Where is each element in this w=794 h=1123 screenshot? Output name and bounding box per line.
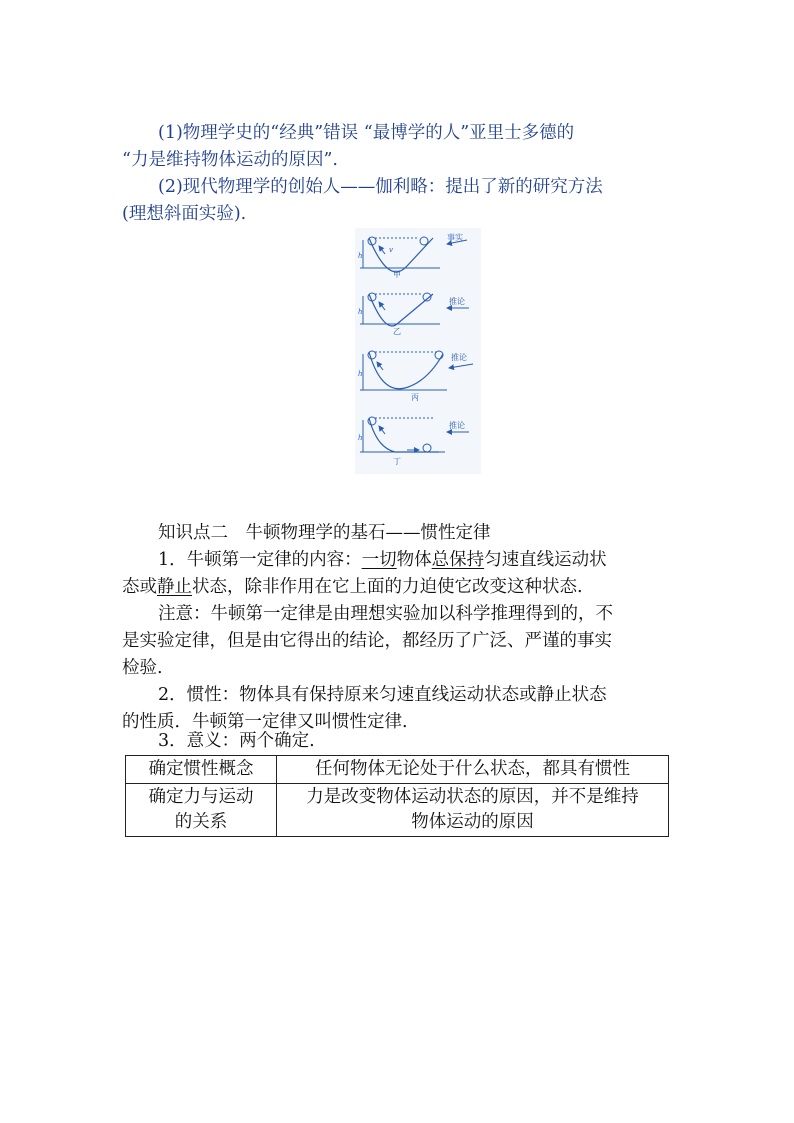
tag-arrow	[449, 364, 473, 368]
galileo-line-1: (2)现代物理学的创始人——伽利略：提出了新的研究方法	[158, 177, 603, 197]
ideal-incline-experiment-figure	[355, 228, 481, 474]
text-object: 物体	[396, 550, 432, 570]
table-cell-value	[277, 784, 669, 837]
tag-label: 推论	[451, 353, 467, 362]
track	[369, 352, 443, 389]
paragraph-classic-error	[122, 120, 674, 174]
caption: 丁	[393, 457, 401, 466]
panel-jia	[358, 232, 467, 279]
h-label: h	[358, 370, 363, 378]
paragraph-galileo	[122, 174, 674, 228]
velocity-arrow	[377, 362, 383, 370]
text-state-or: 态或	[122, 577, 157, 597]
tag-label: 推论	[449, 421, 465, 430]
first-law-line-1	[122, 547, 674, 574]
ball-end	[423, 444, 431, 452]
track	[369, 418, 439, 452]
significance-line: 3．意义：两个确定.	[158, 731, 315, 751]
classic-error-line-1: (1)物理学史的“经典”错误 “最博学的人”亚里士多德的	[158, 123, 575, 143]
classic-error-line-2: “力是维持物体运动的原因”.	[122, 150, 338, 170]
underlined-rest: 静止	[157, 577, 192, 597]
note-line-2: 是实验定律，但是由它得出的结论，都经历了广泛、严谨的事实	[122, 631, 612, 651]
panel-bing	[358, 351, 473, 402]
velocity-arrow	[379, 302, 385, 310]
significance-table	[125, 755, 669, 837]
caption: 乙	[393, 327, 401, 336]
underlined-all: 一切	[361, 550, 397, 570]
caption: 丙	[411, 393, 419, 402]
h-label: h	[358, 252, 363, 260]
table-cell-key	[126, 784, 277, 837]
h-label: h	[358, 308, 363, 316]
first-law-prefix: 1．牛顿第一定律的内容：	[158, 550, 362, 570]
table-value-line-1: 力是改变物体运动状态的原因，并不是维持	[306, 787, 639, 807]
velocity-arrow	[379, 246, 385, 254]
track	[369, 238, 433, 272]
velocity-arrow	[379, 426, 385, 434]
table-cell-value: 任何物体无论处于什么状态，都具有惯性	[277, 756, 669, 784]
incline-diagram	[355, 228, 481, 474]
caption: 甲	[393, 270, 401, 279]
tag-label: 推论	[449, 297, 465, 306]
inertia-line-1: 2．惯性：物体具有保持原来匀速直线运动状态或静止状态	[158, 685, 607, 705]
section-heading	[122, 520, 674, 547]
table-key-line-1: 确定力与运动	[148, 787, 254, 807]
panel-ding	[358, 417, 469, 466]
table-key-line-2: 的关系	[174, 812, 228, 832]
ball-end	[420, 237, 428, 245]
table-value-line-2: 物体运动的原因	[411, 812, 534, 832]
knowledge-point-title: 知识点二 牛顿物理学的基石——惯性定律	[158, 523, 491, 543]
table-cell-key: 确定惯性概念	[126, 756, 277, 784]
paragraph-note	[122, 601, 674, 682]
h-label: h	[358, 434, 363, 442]
tag-label: 事实	[447, 233, 463, 242]
paragraph-significance	[122, 728, 674, 755]
panel-yi	[358, 293, 469, 336]
table-row	[126, 756, 669, 784]
text-rest-state: 状态，除非作用在它上面的力迫使它改变这种状态.	[192, 577, 583, 597]
underlined-always-keep: 总保持	[431, 550, 485, 570]
table-row	[126, 784, 669, 837]
v-label: v	[389, 246, 393, 254]
note-line-1: 注意：牛顿第一定律是由理想实验加以科学推理得到的，不	[158, 604, 613, 624]
text-uniform-motion: 匀速直线运动状	[484, 550, 607, 570]
first-law-line-2	[122, 574, 674, 601]
inertia-line-2: 的性质．牛顿第一定律又叫惯性定律.	[122, 712, 408, 732]
paragraph-first-law	[122, 547, 674, 601]
galileo-line-2: (理想斜面实验).	[122, 204, 247, 224]
note-line-3: 检验.	[122, 658, 163, 678]
